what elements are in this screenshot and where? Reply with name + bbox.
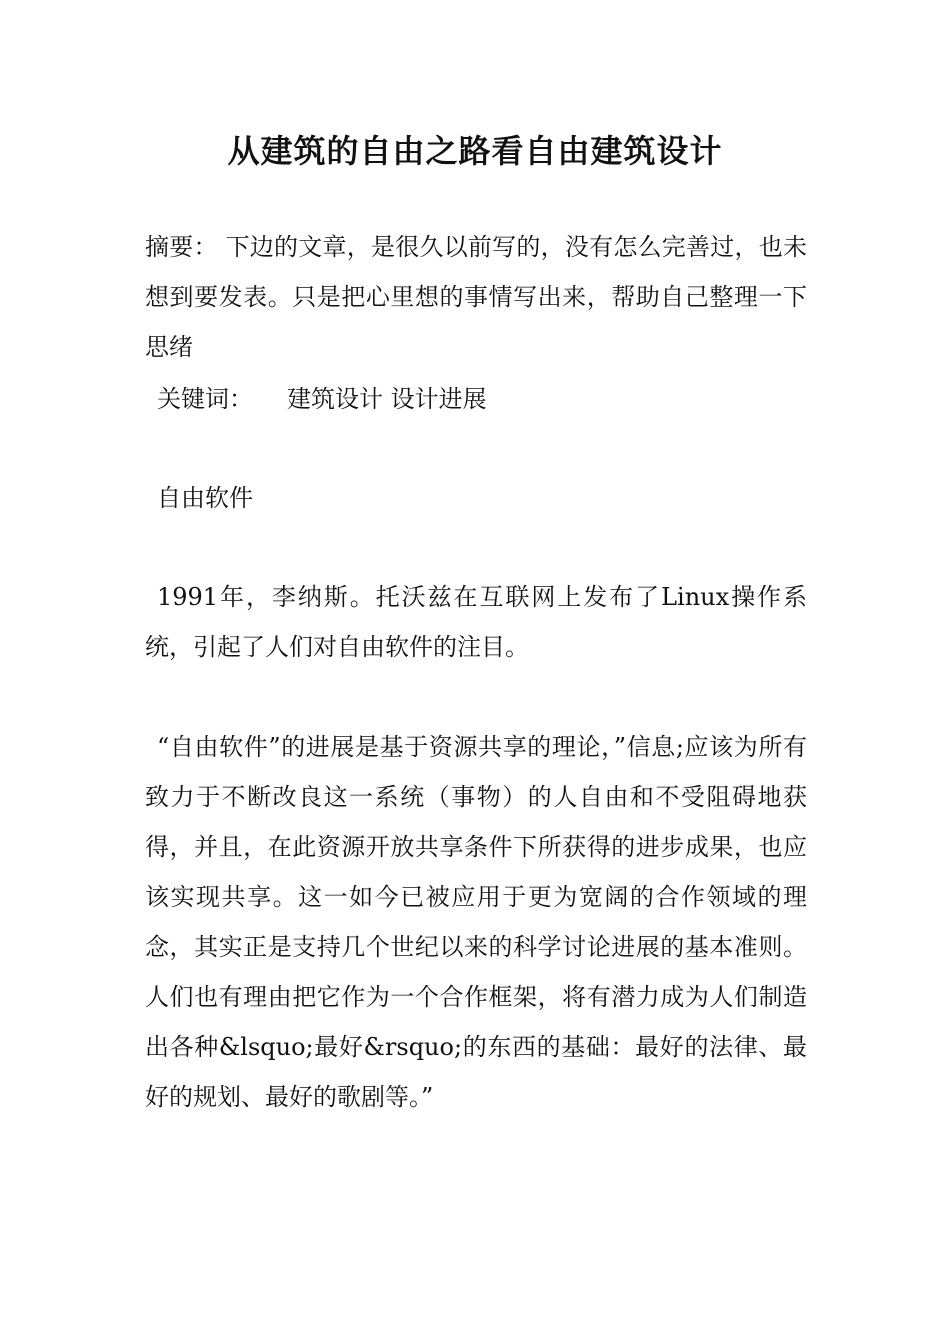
- section-heading: 自由软件: [157, 484, 253, 512]
- keywords-label: 关键词：: [157, 385, 253, 413]
- keywords-value: 建筑设计 设计进展: [287, 385, 487, 413]
- body-paragraph-2: “自由软件”的进展是基于资源共享的理论，”信息;应该为所有致力于不断改良这一系统（事物）的人自由和不受阻碍地获得，并且，在此资源开放共享条件下所获得的进步成果，也应该实现共享。这一如今已被应用于更为宽阔的合作领域的理念，其实正是支持几个世纪以来的科学讨论进展的基本准则。人们也有理由把它作为一个合作框架，将有潜力成为人们制造出各种&lsquo;最好&rsquo;的东西的基础：最好的法律、最好的规划、最好的歌剧等。”: [145, 733, 807, 1111]
- keywords-line: [145, 374, 807, 424]
- body-paragraph-1: 1991年，李纳斯。托沃兹在互联网上发布了Linux操作系统，引起了人们对自由软件的注目。: [145, 583, 807, 661]
- abstract-paragraph: 摘要： 下边的文章，是很久以前写的，没有怎么完善过，也未想到要发表。只是把心里想的事情写出来，帮助自己整理一下思绪: [145, 233, 807, 361]
- document-title: 从建筑的自由之路看自由建筑设计: [227, 132, 723, 170]
